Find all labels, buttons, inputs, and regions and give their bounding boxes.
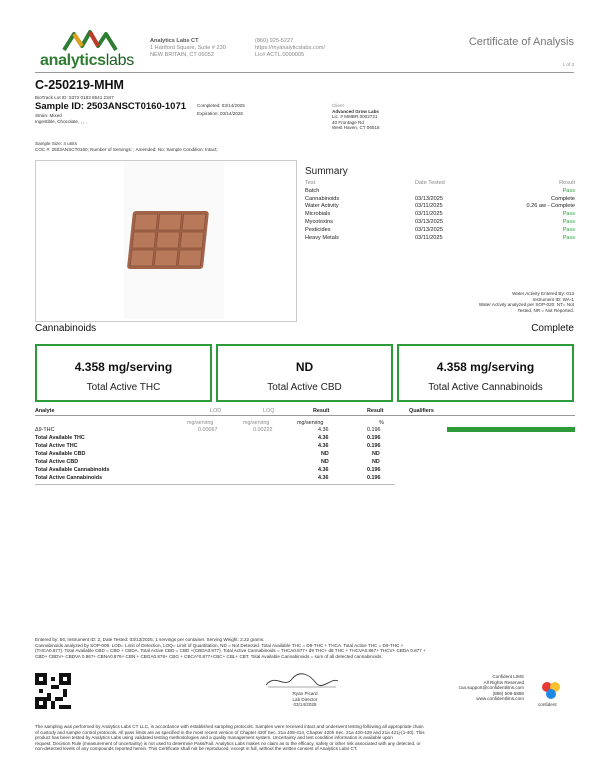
summary-test: Pesticides: [305, 226, 331, 233]
summary-row: [305, 235, 575, 243]
signature-icon: [262, 671, 342, 691]
analyte-result1: 4.36: [318, 475, 329, 481]
analyte-row: [35, 451, 455, 458]
lims-info: [459, 674, 524, 702]
water-activity-notes: [479, 291, 574, 313]
unit-result2: %: [379, 420, 384, 426]
summary-date: [415, 188, 495, 196]
logo-mark-icon: [62, 30, 122, 52]
analyte-name: Total Active THC: [35, 443, 78, 449]
summary-title: Summary: [305, 166, 348, 177]
signer-title: Lab Director: [292, 696, 318, 702]
analyte-result1: 4.36: [318, 427, 329, 433]
summary-date: 03/13/2025: [415, 195, 443, 202]
coc-info: COC #: 2503ANSCT0160; Number of Servings: ; Amended: No; Sample Condition: Intact;: [35, 147, 218, 152]
summary-date: 03/11/2025: [415, 211, 443, 218]
summary-header-row: [305, 180, 575, 188]
analyte-result2: 0.196: [367, 475, 381, 481]
analyte-name: Total Available Cannabinoids: [35, 467, 110, 473]
lab-contact: [255, 38, 325, 59]
disclaimer-line: non-detected levels of any compounds reported herein. This Certificate shall not be reproduced, except in full, without the written consent of Analytics Labs CT.: [35, 746, 358, 752]
analyte-name: Total Available THC: [35, 435, 85, 441]
summary-date: 03/11/2025: [415, 203, 443, 210]
analyte-row: [35, 467, 455, 474]
thc-result-bar: [447, 427, 575, 432]
summary-result: Pass: [562, 218, 575, 225]
client-address1: 40 Frontage Rd: [332, 119, 364, 125]
signer-date: 03/14/2025: [293, 702, 317, 708]
analyte-row: [35, 459, 455, 466]
unit-loq: mg/serving: [243, 420, 270, 426]
wa-note: Tested, NR = Not Reported.: [517, 307, 574, 313]
analyte-result2: 0.196: [367, 427, 381, 433]
stat-value: 4.358 mg/serving: [74, 360, 173, 374]
sample-id: Sample ID: 2503ANSCT0160-1071: [35, 101, 187, 112]
col-lod: LOD: [210, 408, 222, 414]
strain: Strain: Mixed: [35, 113, 62, 118]
biotrack-id: BioTrack Lot ID: 5372 0183 8541 2347: [35, 95, 114, 100]
total-active-cbd-box: [216, 344, 393, 402]
analyte-result2: ND: [372, 451, 380, 457]
summary-col-test: Test: [305, 180, 316, 186]
client-license: Lic. # MMBR.0002721: [332, 114, 378, 120]
analyte-units-row: [35, 420, 455, 427]
analyte-name: Total Available CBD: [35, 451, 86, 457]
cannabinoid-notes: [35, 637, 580, 659]
summary-row: [305, 211, 575, 219]
analyte-lod: 0.00067: [198, 427, 218, 433]
summary-test: Mycotoxins: [305, 218, 333, 225]
note-line: CBD+ CBDV+ CBDVA 0.867+ CBNA0.876+ CBN + CBGA0.878+ CBG + CBCA*0.877+CBC+ CBL+ CBT. Total Available Cannabinoids = sum of all detected cannabinoids.: [35, 653, 383, 659]
signer-name: Ryan Picard: [292, 691, 318, 696]
summary-row: [305, 203, 575, 211]
qr-code-icon: [35, 673, 71, 709]
analyte-loq: 0.00222: [253, 427, 273, 433]
col-result1: Result: [313, 408, 330, 414]
document-title: Certificate of Analysis: [468, 36, 574, 48]
summary-row: [305, 227, 575, 235]
analyte-result1: 4.36: [318, 435, 329, 441]
stat-value: ND: [295, 360, 314, 374]
total-active-cannabinoids-box: [397, 344, 574, 402]
summary-result: Pass: [562, 211, 575, 218]
summary-col-result: Result: [559, 180, 575, 186]
col-qualifiers: Qualifiers: [409, 408, 434, 414]
client-name: Advanced Grow Labs: [332, 108, 379, 114]
total-active-thc-box: [35, 344, 212, 402]
note-line: (THCA0.877). Total Available CBD = CBD + CBDA. Total Active CBD = CBD +(CBDA0.877). Total Active Cannabinoids = THCA0.877+ d9 THC+ d8 THC + THCVA0.867+ THCV+ CBDA 0.877 +: [35, 648, 426, 654]
stat-label: Total Active CBD: [267, 382, 342, 393]
logo-text-main: analytics: [40, 52, 106, 69]
summary-date: 03/13/2025: [415, 226, 443, 233]
sample-photo: [35, 160, 297, 322]
summary-test: Batch: [305, 187, 320, 194]
analyte-row: [35, 475, 455, 482]
analyte-result1: 4.36: [318, 467, 329, 473]
lab-info: [150, 38, 226, 59]
summary-result: Pass: [562, 187, 575, 194]
disclaimer: [35, 724, 580, 752]
summary-test: Heavy Metals: [305, 234, 339, 241]
analyte-row: [35, 427, 455, 434]
analyte-result2: ND: [372, 459, 380, 465]
lab-address2: NEW BRITAIN, CT 06052: [150, 52, 214, 58]
analyte-header-row: [35, 408, 455, 415]
lab-name: Analytics Labs CT: [150, 38, 199, 44]
analyte-result2: 0.196: [367, 467, 381, 473]
confident-logo-icon: [540, 680, 564, 704]
col-loq: LOQ: [263, 408, 275, 414]
header-divider: [35, 72, 574, 73]
analyte-result2: 0.196: [367, 435, 381, 441]
disclaimer-line: of custody and sample control protocols. All pass limits are as specified in the most recent version of Chapter 420f Sec. 21a 408-414, Chapter 420h Sec. 21a 420-429 and 21a 421j-(1-40). This: [35, 729, 425, 735]
stat-label: Total Active THC: [86, 382, 161, 393]
unit-lod: mg/serving: [187, 420, 214, 426]
page-number: 1 of 3: [562, 62, 574, 67]
lab-address1: 1 Hartford Square, Suite # 230: [150, 45, 226, 51]
analyte-row: [35, 443, 455, 450]
summary-col-date: Date Tested: [415, 180, 445, 186]
analyte-name: Total Active CBD: [35, 459, 79, 465]
chocolate-image: [36, 161, 296, 321]
analyte-result1: ND: [321, 459, 329, 465]
expiration-date: Expiration: 03/14/2026: [197, 111, 243, 116]
cannabinoids-status: Complete: [531, 323, 574, 334]
col-result2: Result: [367, 408, 384, 414]
lims-website[interactable]: www.confidentlims.com: [476, 696, 524, 702]
col-analyte: Analyte: [35, 408, 55, 414]
summary-date: 03/11/2025: [415, 234, 443, 241]
client-info: [332, 103, 380, 131]
matrix: Ingestible, Chocolate, , , ,: [35, 119, 87, 124]
lab-website[interactable]: https://myanalyticslabs.com/: [255, 45, 325, 51]
client-address2: West Haven, CT 06516: [332, 125, 380, 131]
summary-result: 0.26 aw - Complete: [526, 203, 575, 210]
batch-id: C-250219-MHM: [35, 78, 124, 92]
lab-license: Lic# ACTL.0000005: [255, 52, 305, 58]
note-line: Cannabinoids analyzed by SOP-009. LOD= Limit of Detection, LOQ= Limit of Quantitation, ND = Not Detected. Total Available THC = D9-THC + THCA. Total Active THC = D9-THC +: [35, 642, 404, 648]
table-bottom-divider: [35, 484, 395, 485]
disclaimer-line: product has been tested by Analytics Labs using validated testing methodologies and a quality management system. Uncertainty and test condition information is available upon: [35, 735, 393, 741]
summary-date: 03/13/2025: [415, 218, 443, 225]
lims-phone: (866) 506-5866: [492, 690, 524, 696]
completed-date: Completed: 03/14/2025: [197, 103, 245, 108]
lims-email[interactable]: coa.support@confidentlims.com: [458, 685, 524, 691]
disclaimer-line: request. Decision Rule (measurement of uncertainty) is not used to determine Pass/Fail. Analytics Labs makes no claim as to the efficacy, safety or other risk associated with any detected, or: [35, 740, 421, 746]
summary-result: Complete: [551, 195, 575, 202]
analyte-result1: 4.36: [318, 443, 329, 449]
analyte-name: Δ9-THC: [35, 427, 55, 433]
stat-value: 4.358 mg/serving: [436, 360, 535, 374]
analyte-name: Total Active Cannabinoids: [35, 475, 103, 481]
summary-result: Pass: [562, 234, 575, 241]
sample-size: Sample Size: 4 units: [35, 141, 77, 146]
analyte-row: [35, 435, 455, 442]
summary-result: Pass: [562, 226, 575, 233]
note-line: Entered by: 56; Instrument ID: 2; Date Tested: 03/13/2025; 1 servings per container. Serving Weight: 2.22 grams.: [35, 637, 265, 642]
summary-test: Microbials: [305, 211, 331, 218]
cannabinoids-title: Cannabinoids: [35, 323, 97, 334]
lims-name: Confident LIMS: [492, 674, 524, 679]
summary-table: [305, 180, 575, 242]
summary-row: [305, 219, 575, 227]
client-label: Client: [332, 103, 344, 108]
analyte-result2: 0.196: [367, 443, 381, 449]
summary-row: [305, 188, 575, 196]
unit-result1: mg/serving: [297, 420, 324, 426]
summary-test: Water Activity: [305, 203, 339, 210]
lims-rights: All Rights Reserved: [483, 679, 524, 685]
lab-phone: (860) 925-5227: [255, 38, 294, 44]
summary-test: Cannabinoids: [305, 195, 340, 202]
logo: [40, 30, 140, 72]
table-divider: [35, 415, 575, 416]
summary-row: [305, 196, 575, 204]
wa-instrument: Instrument ID: WA-1: [532, 296, 574, 302]
analyte-result1: ND: [321, 451, 329, 457]
wa-entered: Water Activity Entered By: 013: [512, 291, 574, 296]
disclaimer-line: The sampling was performed by Analytics Labs CT LLC, in accordance with established sampling protocols. Samples were received intact and underwent testing following all appropriate chain: [35, 724, 424, 729]
logo-text-labs: labs: [105, 52, 134, 69]
wa-sop: Water Activity analyzed per SOP-020. NT= Not: [478, 302, 574, 308]
signer: [285, 691, 325, 708]
confident-brand: confident: [538, 702, 557, 707]
stat-label: Total Active Cannabinoids: [428, 382, 543, 393]
